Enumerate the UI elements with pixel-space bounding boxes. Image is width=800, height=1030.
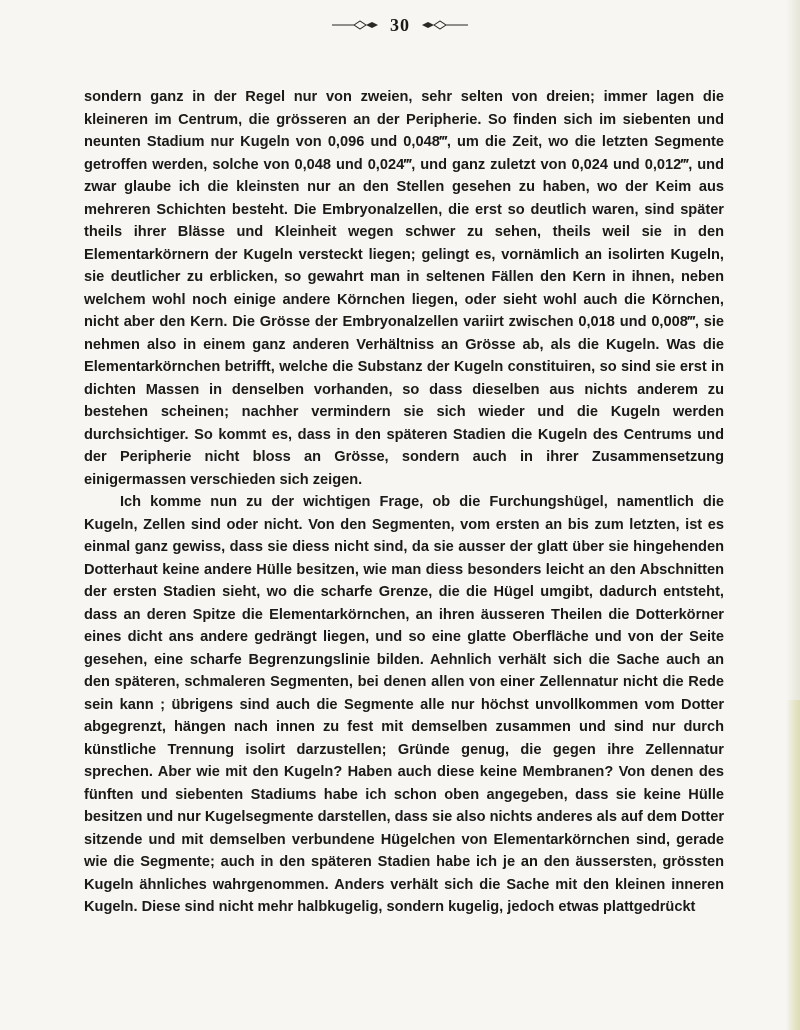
paragraph-2: Ich komme nun zu der wichtigen Frage, ob die Furchungshügel, namentlich die Kugeln, Zellen sind oder nicht. Von den Segmenten, vom ersten an bis zum letzten, ist es einmal ganz gewiss, dass sie diess nicht sind, da sie ausser der glatt über sie hingehenden Dotterhaut keine andere Hülle besitzen, wie man diess besonders leicht an den Abschnitten der ersten Stadien sieht, wo die scharfe Grenze, die die Hügel umgibt, dadurch entsteht, dass an deren Spitze die Elementarkörnchen, an ihren äusseren Theilen die Dotterkörner eines dicht ans andere gedrängt liegen, und so eine glatte Oberfläche und von der Seite gesehen, eine scharfe Begrenzungslinie bilden. Aehnlich verhält sich die Sache auch an den späteren, schmaleren Segmenten, bei denen allen von einer Zellennatur nicht die Rede sein kann ; übrigens sind auch die Segmente alle nur höchst unvollkommen vom Dotter abgegrenzt, hängen nach innen zu fest mit demselben zusammen und sind nur durch künstliche Trennung isolirt darzustellen; Gründe genug, die gegen ihre Zellennatur sprechen. Aber wie mit den Kugeln? Haben auch diese keine Membranen? Von denen des fünften und siebenten Stadiums habe ich schon oben angegeben, dass sie keine Hülle besitzen und nur Kugelsegmente darstellen, dass sie also nichts anderes als auf dem Dotter sitzende und mit demselben verbundene Hügelchen von Elementarkörnchen sind, gerade wie die Segmente; auch in den späteren Stadien habe ich je an den äussersten, grössten Kugeln ähnliches wahrgenommen. Anders verhält sich die Sache mit den kleinen inneren Kugeln. Diese sind nicht mehr halbkugelig, sondern kugelig, jedoch etwas plattgedrückt: [84, 494, 724, 915]
body-text: [84, 86, 724, 919]
ornament-right-icon: [420, 20, 468, 30]
page-header: [0, 10, 800, 40]
page-edge-stain: [786, 700, 800, 1030]
paragraph-1: sondern ganz in der Regel nur von zweien, sehr selten von dreien; immer lagen die kleineren im Centrum, die grösseren an der Peripherie. So finden sich im siebenten und neunten Stadium nur Kugeln von 0,096 und 0,048‴, um die Zeit, wo die letzten Segmente getroffen werden, solche von 0,048 und 0,024‴, und ganz zuletzt von 0,024 und 0,012‴, und zwar glaube ich die kleinsten nur an den Stellen gesehen zu haben, wo der Keim aus mehreren Schichten besteht. Die Embryonalzellen, die erst so deutlich waren, sind später theils ihrer Blässe und Kleinheit wegen schwer zu sehen, theils weil sie in den Elementarkörnern der Kugeln versteckt liegen; gelingt es, vornämlich an isolirten Kugeln, sie deutlicher zu erblicken, so gewahrt man in seltenen Fällen den Kern in ihnen, neben welchem wohl noch einige andere Körnchen liegen, oder sieht wohl auch die Körnchen, nicht aber den Kern. Die Grösse der Embryonalzellen variirt zwischen 0,018 und 0,008‴, sie nehmen also in einem ganz anderen Verhältniss an Grösse ab, als die Kugeln. Was die Elementarkörnchen betrifft, welche die Substanz der Kugeln constituiren, so sind sie erst in dichten Massen in denselben vorhanden, so dass dieselben aus nichts anderem zu bestehen scheinen; nachher vermindern sie sich wieder und die Kugeln werden durchsichtiger. So kommt es, dass in den späteren Stadien die Kugeln des Centrums und der Peripherie nicht bloss an Grösse, sondern auch in ihrer Zusammensetzung einigermassen verschieden sich zeigen.: [84, 89, 724, 488]
page-number: 30: [390, 14, 410, 35]
ornament-left-icon: [332, 20, 380, 30]
